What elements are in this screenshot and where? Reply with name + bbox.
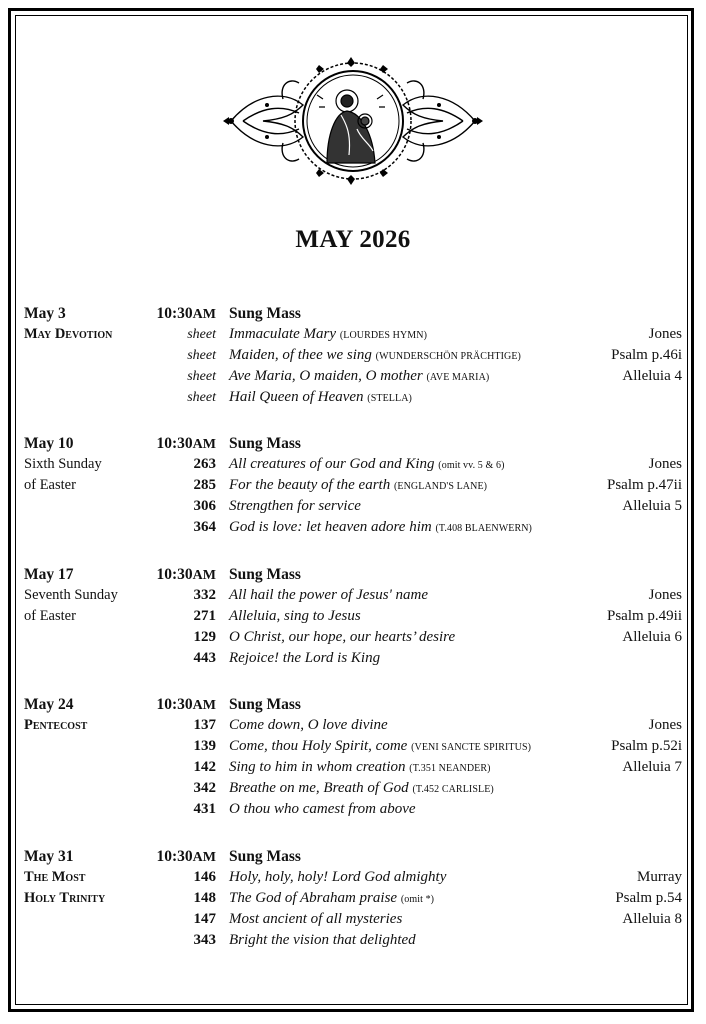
setting-name: Murray xyxy=(637,869,682,885)
hymn-note: (LOURDES HYMN) xyxy=(339,330,428,341)
week-may-24 xyxy=(24,694,684,820)
hymn-title: Maiden, of thee we sing (WUNDERSCHÖN PRÄCHTIGE) xyxy=(229,347,521,363)
feast-name: Holy Trinity xyxy=(24,890,106,906)
madonna-emblem-icon xyxy=(223,55,483,187)
alleluia-reference: Alleluia 4 xyxy=(622,368,682,384)
feast-name: of Easter xyxy=(24,608,76,624)
setting-name: Jones xyxy=(648,456,682,472)
hymn-title: Immaculate Mary (LOURDES HYMN) xyxy=(229,326,428,342)
hymn-row xyxy=(24,517,684,538)
hymn-title: O Christ, our hope, our hearts’ desire xyxy=(229,629,456,645)
feast-name: Seventh Sunday xyxy=(24,587,118,603)
hymn-number: 129 xyxy=(193,629,216,645)
service-time: 10:30AM xyxy=(156,305,216,322)
hymn-row xyxy=(24,715,684,736)
service-date: May 31 xyxy=(24,848,74,865)
hymn-title: Hail Queen of Heaven (STELLA) xyxy=(229,389,412,405)
hymn-note: (STELLA) xyxy=(367,393,412,404)
hymn-row xyxy=(24,345,684,366)
alleluia-reference: Alleluia 5 xyxy=(622,498,682,514)
hymn-title: For the beauty of the earth (ENGLAND'S LANE) xyxy=(229,477,488,493)
hymn-row xyxy=(24,648,684,669)
hymn-number: 146 xyxy=(193,869,216,885)
hymn-number: 137 xyxy=(193,717,216,733)
page-title: MAY 2026 xyxy=(295,226,411,253)
psalm-reference: Psalm p.47ii xyxy=(606,477,682,493)
service-date: May 24 xyxy=(24,696,74,713)
hymn-title: Ave Maria, O maiden, O mother (AVE MARIA) xyxy=(229,368,490,384)
hymn-number: 142 xyxy=(193,759,216,775)
schedule-row xyxy=(24,694,684,715)
hymn-number: 148 xyxy=(193,890,216,906)
hymn-number: 332 xyxy=(193,587,216,603)
hymn-title: God is love: let heaven adore him (T.408 BLAENWERN) xyxy=(229,519,532,535)
hymn-number: sheet xyxy=(187,327,216,342)
hymn-number: 364 xyxy=(193,519,216,535)
hymn-number: sheet xyxy=(187,390,216,405)
feast-name: The Most xyxy=(24,869,86,885)
hymn-row xyxy=(24,930,684,951)
hymn-row xyxy=(24,585,684,606)
hymn-number: 306 xyxy=(193,498,216,514)
feast-name: May Devotion xyxy=(24,326,113,342)
hymn-title: O thou who camest from above xyxy=(229,801,416,817)
service-type: Sung Mass xyxy=(229,305,301,322)
hymn-number: 342 xyxy=(193,780,216,796)
hymn-number: 431 xyxy=(193,801,216,817)
hymn-number: 271 xyxy=(193,608,216,624)
hymn-row xyxy=(24,778,684,799)
hymn-row xyxy=(24,627,684,648)
week-may-10 xyxy=(24,433,684,538)
hymn-row xyxy=(24,867,684,888)
service-type: Sung Mass xyxy=(229,566,301,583)
hymn-title: All creatures of our God and King (omit vv. 5 & 6) xyxy=(229,456,505,472)
hymn-title: Bright the vision that delighted xyxy=(229,932,416,948)
hymn-note: (WUNDERSCHÖN PRÄCHTIGE) xyxy=(375,351,521,362)
hymn-title: Come down, O love divine xyxy=(229,717,388,733)
hymn-title: Most ancient of all mysteries xyxy=(229,911,403,927)
hymn-title: Holy, holy, holy! Lord God almighty xyxy=(229,869,447,885)
service-time: 10:30AM xyxy=(156,696,216,713)
service-type: Sung Mass xyxy=(229,848,301,865)
schedule-row xyxy=(24,433,684,454)
hymn-title: Sing to him in whom creation (T.351 NEANDER) xyxy=(229,759,491,775)
psalm-reference: Psalm p.49ii xyxy=(606,608,682,624)
hymn-note: (T.452 CARLISLE) xyxy=(412,784,494,795)
hymn-title: Alleluia, sing to Jesus xyxy=(229,608,361,624)
hymn-number: 343 xyxy=(193,932,216,948)
hymn-title: Strengthen for service xyxy=(229,498,361,514)
service-type: Sung Mass xyxy=(229,696,301,713)
feast-name: Pentecost xyxy=(24,717,88,733)
week-may-17 xyxy=(24,564,684,669)
hymn-title: All hail the power of Jesus' name xyxy=(229,587,429,603)
hymn-row xyxy=(24,736,684,757)
psalm-reference: Psalm p.46i xyxy=(611,347,682,363)
hymn-title: Breathe on me, Breath of God (T.452 CARLISLE) xyxy=(229,780,494,796)
service-time: 10:30AM xyxy=(156,435,216,452)
hymn-row xyxy=(24,324,684,345)
week-may-31 xyxy=(24,846,684,951)
hymn-number: sheet xyxy=(187,369,216,384)
hymn-note: (omit vv. 5 & 6) xyxy=(438,460,505,471)
service-date: May 17 xyxy=(24,566,74,583)
hymn-row xyxy=(24,757,684,778)
alleluia-reference: Alleluia 8 xyxy=(622,911,682,927)
feast-name: of Easter xyxy=(24,477,76,493)
hymn-row xyxy=(24,606,684,627)
schedule-row xyxy=(24,564,684,585)
psalm-reference: Psalm p.54 xyxy=(615,890,682,906)
hymn-note: (VENI SANCTE SPIRITUS) xyxy=(411,742,532,753)
schedule-row xyxy=(24,846,684,867)
psalm-reference: Psalm p.52i xyxy=(611,738,682,754)
week-may-3 xyxy=(24,303,684,408)
service-time: 10:30AM xyxy=(156,566,216,583)
hymn-row xyxy=(24,454,684,475)
hymn-row xyxy=(24,799,684,820)
service-date: May 10 xyxy=(24,435,74,452)
setting-name: Jones xyxy=(648,326,682,342)
hymn-number: 263 xyxy=(193,456,216,472)
hymn-row xyxy=(24,888,684,909)
hymn-number: 139 xyxy=(193,738,216,754)
hymn-note: (ENGLAND'S LANE) xyxy=(393,481,488,492)
hymn-number: 443 xyxy=(193,650,216,666)
service-time: 10:30AM xyxy=(156,848,216,865)
hymn-row xyxy=(24,387,684,408)
alleluia-reference: Alleluia 7 xyxy=(622,759,682,775)
service-date: May 3 xyxy=(24,305,66,322)
setting-name: Jones xyxy=(648,717,682,733)
feast-name: Sixth Sunday xyxy=(24,456,102,472)
hymn-note: (AVE MARIA) xyxy=(426,372,490,383)
hymn-title: The God of Abraham praise (omit *) xyxy=(229,890,435,906)
hymn-row xyxy=(24,475,684,496)
hymn-note: (omit *) xyxy=(400,894,435,905)
hymn-title: Rejoice! the Lord is King xyxy=(229,650,381,666)
hymn-title: Come, thou Holy Spirit, come (VENI SANCTE SPIRITUS) xyxy=(229,738,532,754)
hymn-note: (T.408 BLAENWERN) xyxy=(435,523,532,534)
setting-name: Jones xyxy=(648,587,682,603)
hymn-row xyxy=(24,366,684,387)
service-type: Sung Mass xyxy=(229,435,301,452)
hymn-row xyxy=(24,909,684,930)
hymn-number: 147 xyxy=(193,911,216,927)
alleluia-reference: Alleluia 6 xyxy=(622,629,682,645)
hymn-row xyxy=(24,496,684,517)
hymn-number: sheet xyxy=(187,348,216,363)
hymn-number: 285 xyxy=(193,477,216,493)
hymn-note: (T.351 NEANDER) xyxy=(409,763,491,774)
schedule-row xyxy=(24,303,684,324)
